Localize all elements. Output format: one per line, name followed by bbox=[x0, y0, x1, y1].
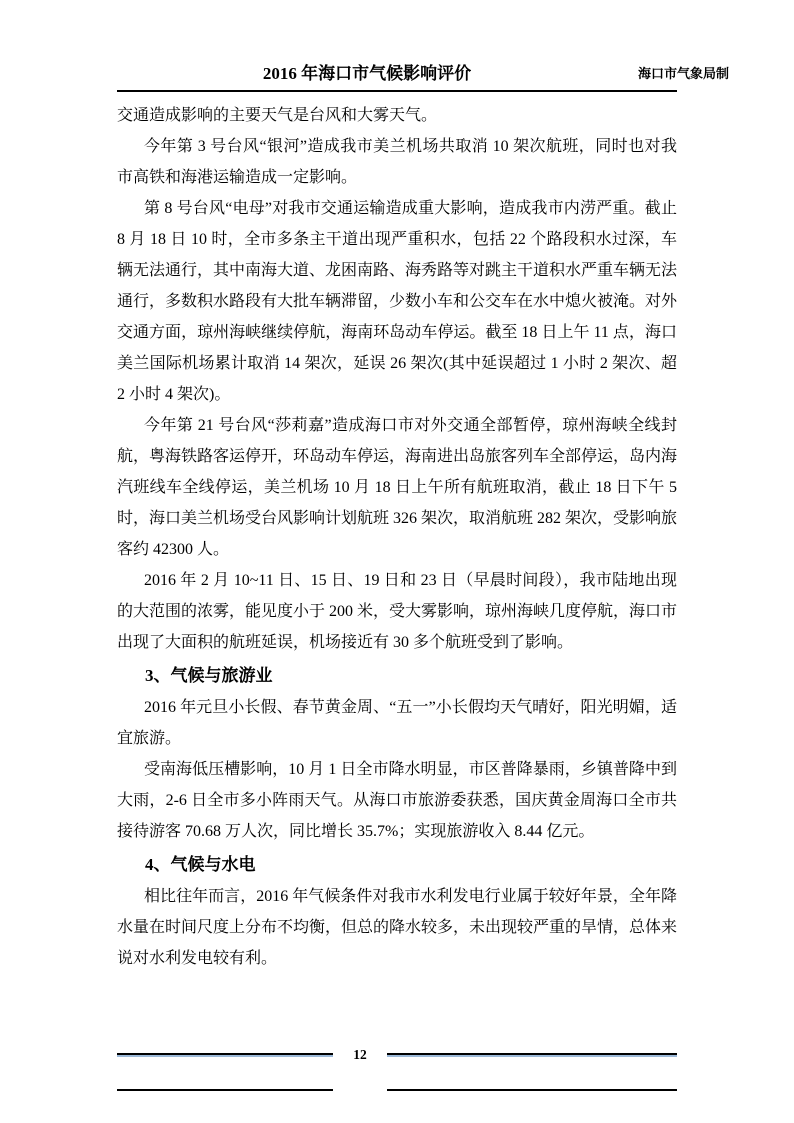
header-author: 海口市气象局制 bbox=[637, 66, 729, 81]
page-number: 12 bbox=[353, 1047, 367, 1062]
paragraph: 相比往年而言，2016 年气候条件对我市水利发电行业属于较好年景，全年降水量在时间尺度上分布不均衡，但总的降水较多，未出现较严重的旱情，总体来说对水利发电较有利。 bbox=[117, 888, 678, 967]
footer-bottom-rule-right bbox=[387, 1089, 677, 1091]
paragraph: 第 8 号台风“电母”对我市交通运输造成重大影响，造成我市内涝严重。截止 8 月 18 日 10 时，全市多条主干道出现严重积水，包括 22 个路段积水过深，车辆无法通行，其中南海大道、龙困南路、海秀路等对跳主干道积水严重车辆无法通行，多数积水路段有大批车辆滞留，少数小车和公交车在水中熄火被淹。对外交通方面，琼州海峡继续停航，海南环岛动车停运。截至 18 日上午 11 点，海口美兰国际机场累计取消 14 架次，延误 26 架次(其中延误超过 1 小时 2 架次、超 2 小时 4 架次)。 bbox=[117, 200, 678, 403]
paragraph: 今年第 3 号台风“银河”造成我市美兰机场共取消 10 架次航班，同时也对我市高铁和海港运输造成一定影响。 bbox=[117, 138, 677, 186]
footer-rule-left bbox=[117, 1053, 333, 1057]
footer bbox=[117, 1046, 677, 1064]
header-rule bbox=[117, 64, 729, 92]
paragraph: 今年第 21 号台风“莎莉嘉”造成海口市对外交通全部暂停，琼州海峡全线封航，粤海铁路客运停开，环岛动车停运，海南进出岛旅客列车全部停运，岛内海汽班线车全线停运，美兰机场 10 月 18 日上午所有航班取消，截止 18 日下午 5 时，海口美兰机场受台风影响计划航班 326 架次，取消航班 282 架次，受影响旅客约 42300 人。 bbox=[117, 417, 678, 558]
paragraph: 2016 年 2 月 10~11 日、15 日、19 日和 23 日（早晨时间段），我市陆地出现的大范围的浓雾，能见度小于 200 米，受大雾影响，琼州海峡几度停航，海口市出现了大面积的航班延误，机场接近有 30 多个航班受到了影响。 bbox=[117, 572, 678, 651]
footer-rule-bottom bbox=[117, 1089, 677, 1091]
paragraph: 2016 年元旦小长假、春节黄金周、“五一”小长假均天气晴好，阳光明媚，适宜旅游。 bbox=[117, 699, 677, 747]
document-body bbox=[117, 100, 677, 974]
paragraph: 受南海低压槽影响，10 月 1 日全市降水明显，市区普降暴雨，乡镇普降中到大雨，2-6 日全市多小阵雨天气。从海口市旅游委获悉，国庆黄金周海口全市共接待游客 70.68 万人次，同比增长 35.7%；实现旅游收入 8.44 亿元。 bbox=[117, 761, 677, 840]
page-header bbox=[117, 64, 729, 92]
footer-bottom-rule-left bbox=[117, 1089, 333, 1091]
header-title: 2016 年海口市气候影响评价 bbox=[262, 64, 472, 83]
footer-bottom-gap bbox=[333, 1089, 387, 1091]
footer-rule-right bbox=[387, 1053, 677, 1057]
section-heading: 4、气候与水电 bbox=[145, 855, 256, 874]
paragraph: 交通造成影响的主要天气是台风和大雾天气。 bbox=[117, 107, 438, 124]
section-heading: 3、气候与旅游业 bbox=[145, 666, 273, 685]
